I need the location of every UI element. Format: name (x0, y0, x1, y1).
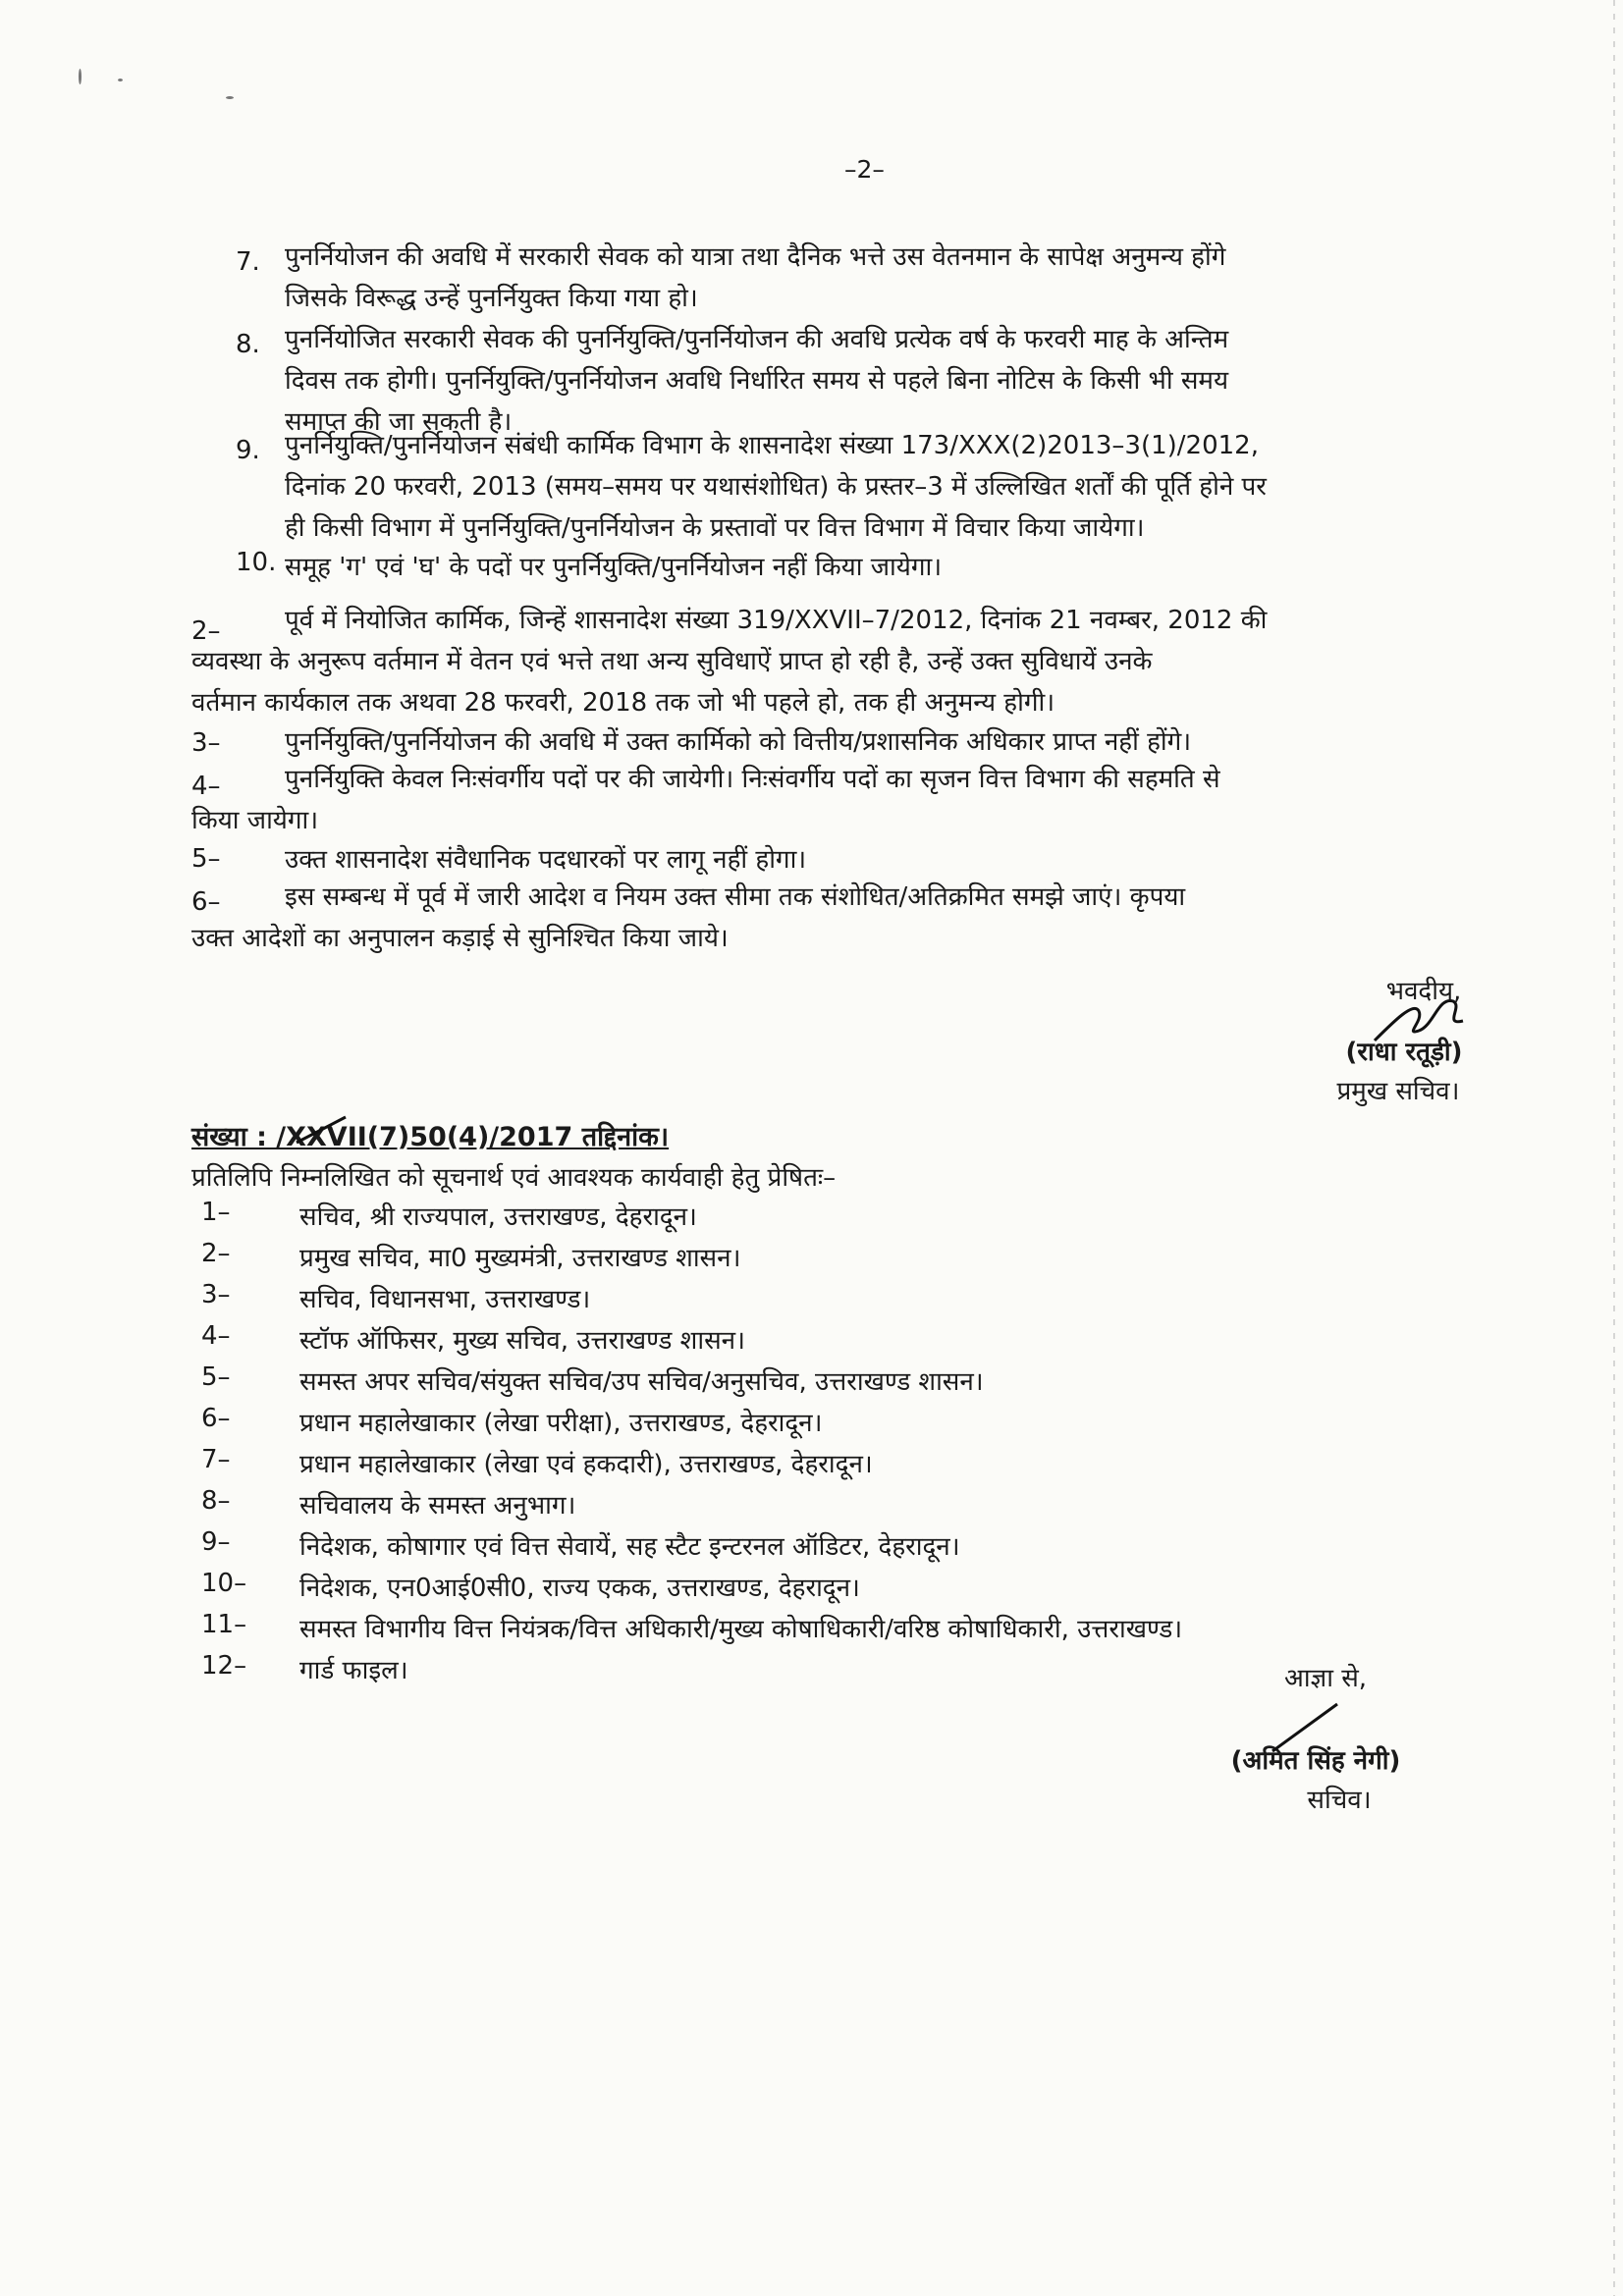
list-number: 8– (201, 1486, 231, 1516)
list-text: सचिव, विधानसभा, उत्तराखण्ड। (299, 1285, 591, 1314)
reference-number: संख्या : /XXVII(7)50(4)/2017 तद्दिनांक। (191, 1122, 670, 1152)
item-line: पुनर्नियोजन की अवधि में सरकारी सेवक को यात्रा तथा दैनिक भत्ते उस वेतनमान के सापेक्ष अनुमन्य होंगे (285, 242, 1226, 272)
page-number: –2– (844, 155, 885, 184)
item-line: दिनांक 20 फरवरी, 2013 (समय–समय पर यथासंशोधित) के प्रस्तर–3 में उल्लिखित शर्तों की पूर्ति होने पर (285, 472, 1267, 502)
para-line: किया जायेगा। (191, 806, 319, 835)
list-text: समस्त अपर सचिव/संयुक्त सचिव/उप सचिव/अनुसचिव, उत्तराखण्ड शासन। (299, 1367, 984, 1397)
para-number: 5– (191, 844, 221, 874)
copy-to-intro: प्रतिलिपि निम्नलिखित को सूचनार्थ एवं आवश्यक कार्यवाही हेतु प्रेषितः– (191, 1163, 837, 1193)
item-line: समूह 'ग' एवं 'घ' के पदों पर पुनर्नियुक्ति/पुनर्नियोजन नहीं किया जायेगा। (285, 553, 943, 582)
list-text: निदेशक, एन0आई0सी0, राज्य एकक, उत्तराखण्ड, देहरादून। (299, 1574, 860, 1603)
scan-mark (226, 96, 234, 99)
para-line: पुनर्नियुक्ति केवल निःसंवर्गीय पदों पर की जायेगी। निःसंवर्गीय पदों का सृजन वित्त विभाग की सहमति से (285, 765, 1220, 794)
item-number: 7. (236, 247, 260, 277)
handwritten-signature (1267, 1698, 1345, 1757)
scan-edge (1613, 0, 1615, 2296)
item-line: जिसके विरूद्ध उन्हें पुनर्नियुक्त किया गया हो। (285, 284, 698, 313)
list-number: 4– (201, 1321, 231, 1351)
item-line: ही किसी विभाग में पुनर्नियुक्ति/पुनर्नियोजन के प्रस्तावों पर वित्त विभाग में विचार किया जायेगा। (285, 513, 1145, 543)
list-text: सचिवालय के समस्त अनुभाग। (299, 1491, 576, 1521)
para-number: 3– (191, 728, 221, 758)
list-text: गार्ड फाइल। (299, 1656, 408, 1685)
closing: भवदीय, (1385, 977, 1462, 1006)
list-number: 6– (201, 1404, 231, 1433)
signature-block-2 (1198, 1659, 1434, 1820)
list-number: 10– (201, 1569, 247, 1598)
para-line: इस सम्बन्ध में पूर्व में जारी आदेश व नियम उक्त सीमा तक संशोधित/अतिक्रमित समझे जाएं। कृपया (285, 882, 1186, 912)
list-text: स्टॉफ ऑफिसर, मुख्य सचिव, उत्तराखण्ड शासन। (299, 1326, 745, 1356)
signatory-name: (अमित सिंह नेगी) (1230, 1746, 1401, 1776)
designation: सचिव। (1307, 1786, 1372, 1815)
scan-mark (118, 79, 123, 81)
list-number: 7– (201, 1445, 231, 1474)
para-line: पुनर्नियुक्ति/पुनर्नियोजन की अवधि में उक्त कार्मिको को वित्तीय/प्रशासनिक अधिकार प्राप्त नहीं होंगे। (285, 727, 1192, 757)
list-text: प्रधान महालेखाकार (लेखा परीक्षा), उत्तराखण्ड, देहरादून। (299, 1409, 823, 1438)
scan-mark (79, 69, 81, 84)
para-line: वर्तमान कार्यकाल तक अथवा 28 फरवरी, 2018 तक जो भी पहले हो, तक ही अनुमन्य होगी। (191, 688, 1055, 718)
list-text: प्रधान महालेखाकार (लेखा एवं हकदारी), उत्तराखण्ड, देहरादून। (299, 1450, 873, 1479)
para-line: उक्त शासनादेश संवैधानिक पदधारकों पर लागू नहीं होगा। (285, 845, 807, 875)
signature-block-1 (1306, 972, 1502, 1111)
list-text: निदेशक, कोषागार एवं वित्त सेवायें, सह स्टैट इन्टरनल ऑडिटर, देहरादून। (299, 1532, 960, 1562)
list-number: 1– (201, 1198, 231, 1227)
list-text: प्रमुख सचिव, मा0 मुख्यमंत्री, उत्तराखण्ड शासन। (299, 1244, 741, 1273)
para-line: उक्त आदेशों का अनुपालन कड़ाई से सुनिश्चित किया जाये। (191, 924, 729, 953)
designation: प्रमुख सचिव। (1336, 1077, 1460, 1106)
handwritten-signature (1365, 982, 1483, 1050)
list-text: सचिव, श्री राज्यपाल, उत्तराखण्ड, देहरादून। (299, 1202, 697, 1232)
list-number: 12– (201, 1651, 247, 1681)
para-number: 2– (191, 616, 221, 646)
item-number: 10. (236, 548, 277, 577)
closing: आज्ञा से, (1283, 1664, 1368, 1693)
list-number: 5– (201, 1362, 231, 1392)
list-number: 11– (201, 1610, 247, 1639)
list-text: समस्त विभागीय वित्त नियंत्रक/वित्त अधिकारी/मुख्य कोषाधिकारी/वरिष्ठ कोषाधिकारी, उत्तराखण्ड। (299, 1615, 1183, 1644)
para-number: 4– (191, 772, 221, 801)
list-number: 3– (201, 1280, 231, 1309)
item-line: पुनर्नियुक्ति/पुनर्नियोजन संबंधी कार्मिक विभाग के शासनादेश संख्या 173/XXX(2)2013–3(1)/2012, (285, 431, 1259, 460)
signatory-name: (राधा रतूड़ी) (1345, 1038, 1463, 1067)
list-number: 2– (201, 1239, 231, 1268)
item-number: 9. (236, 436, 260, 465)
para-line: व्यवस्था के अनुरूप वर्तमान में वेतन एवं भत्ते तथा अन्य सुविधाऐं प्राप्त हो रही है, उन्हें उक्त सुविधायें उनके (191, 647, 1153, 676)
item-line: दिवस तक होगी। पुनर्नियुक्ति/पुनर्नियोजन अवधि निर्धारित समय से पहले बिना नोटिस के किसी भी समय (285, 366, 1229, 396)
handwritten-slash (293, 1113, 352, 1147)
para-number: 6– (191, 887, 221, 917)
list-number: 9– (201, 1527, 231, 1557)
para-line: पूर्व में नियोजित कार्मिक, जिन्हें शासनादेश संख्या 319/XXVII–7/2012, दिनांक 21 नवम्बर, 2012 की (285, 606, 1268, 635)
item-line: पुनर्नियोजित सरकारी सेवक की पुनर्नियुक्ति/पुनर्नियोजन की अवधि प्रत्येक वर्ष के फरवरी माह के अन्तिम (285, 325, 1229, 354)
item-line: समाप्त की जा सकती है। (285, 407, 513, 437)
item-number: 8. (236, 330, 260, 359)
